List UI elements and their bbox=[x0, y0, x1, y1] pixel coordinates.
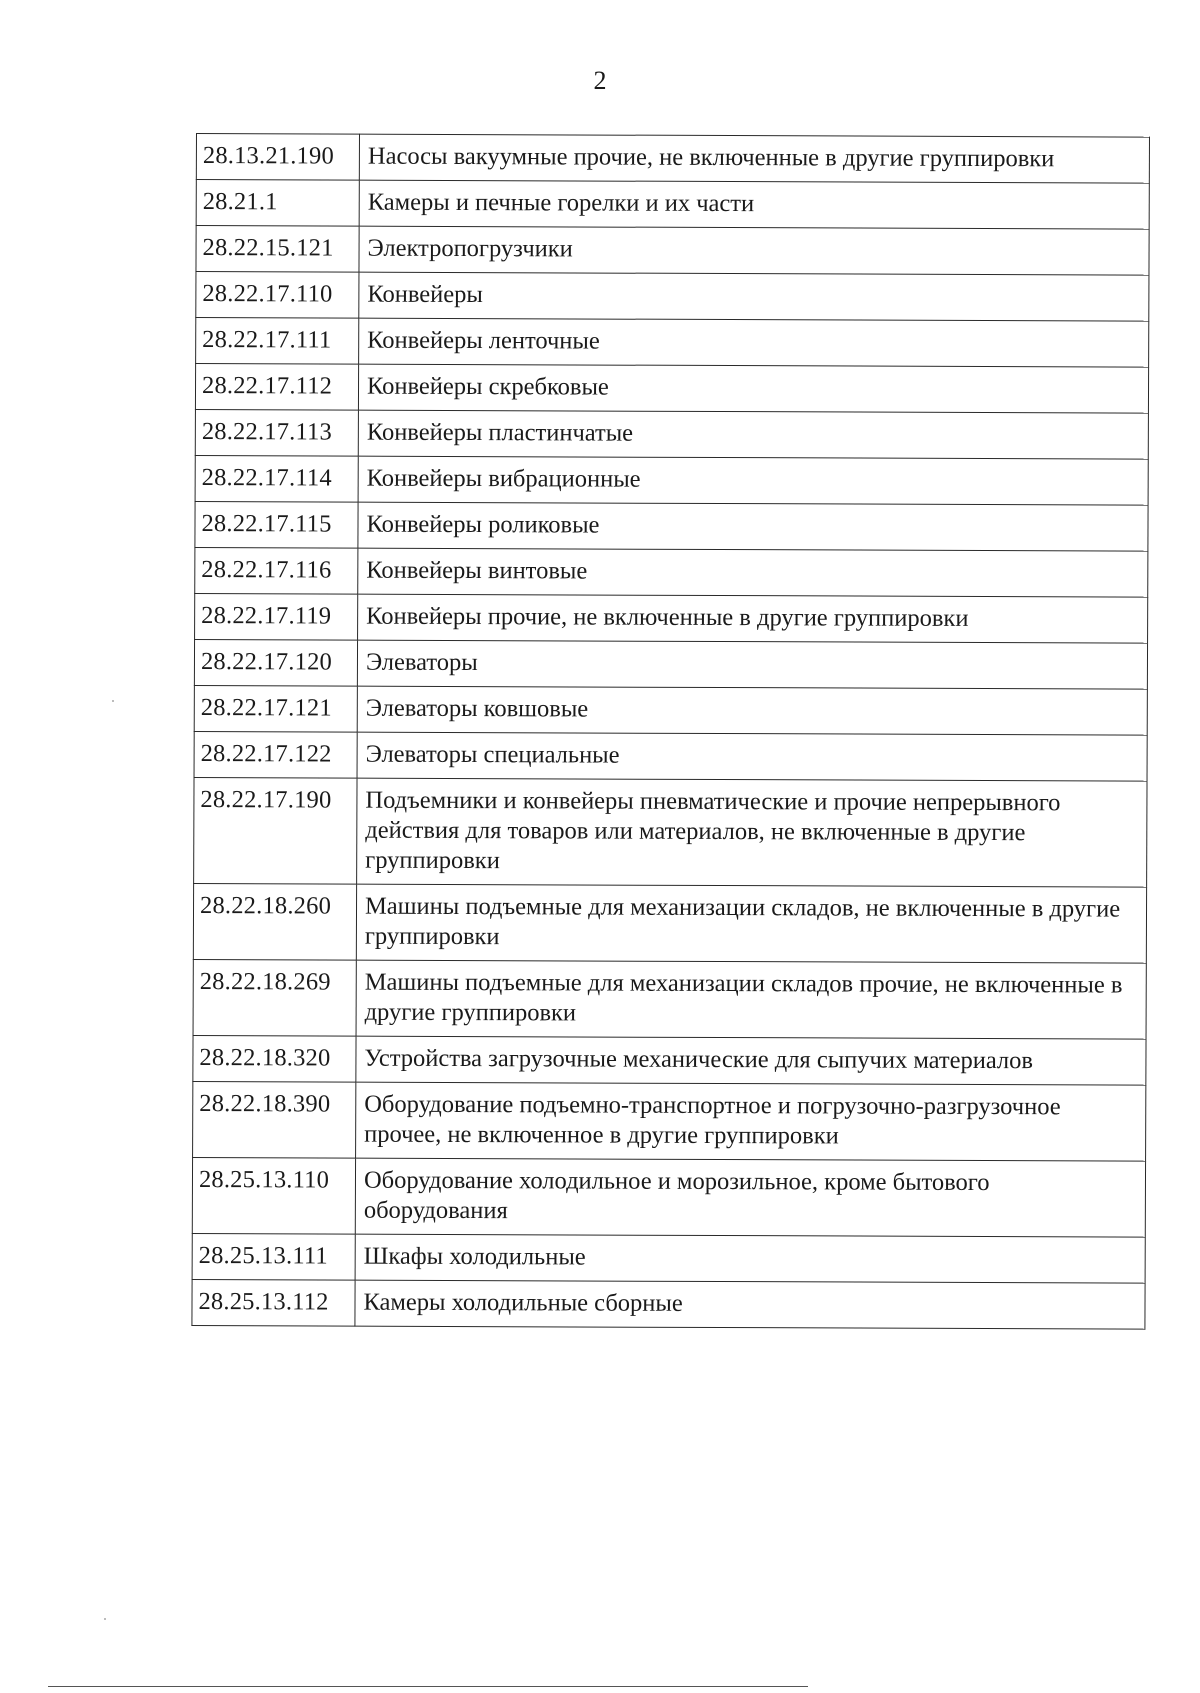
classification-table bbox=[191, 133, 1150, 1330]
row-code: 28.22.17.112 bbox=[195, 364, 358, 411]
table-row bbox=[194, 777, 1147, 887]
table-row bbox=[194, 731, 1147, 781]
row-code: 28.22.17.115 bbox=[195, 501, 358, 548]
row-code: 28.22.17.114 bbox=[195, 455, 358, 502]
table-row bbox=[195, 364, 1148, 414]
table-body bbox=[192, 134, 1150, 1330]
row-code: 28.22.17.111 bbox=[196, 318, 359, 365]
table-row bbox=[195, 409, 1148, 459]
table-row bbox=[196, 226, 1149, 276]
table-row bbox=[193, 959, 1146, 1039]
row-description: Устройства загрузочные механические для сыпучих материалов bbox=[356, 1036, 1146, 1085]
row-description: Машины подъемные для механизации складов прочие, не включенные в другие группировки bbox=[356, 960, 1146, 1039]
row-description: Машины подъемные для механизации складов, не включенные в другие группировки bbox=[356, 884, 1146, 963]
bottom-rule bbox=[48, 1686, 808, 1687]
row-description: Насосы вакуумные прочие, не включенные в другие группировки bbox=[359, 134, 1149, 183]
row-code: 28.25.13.111 bbox=[192, 1233, 355, 1280]
row-code: 28.21.1 bbox=[196, 180, 359, 227]
row-description: Конвейеры пластинчатые bbox=[358, 410, 1148, 459]
row-description: Камеры и печные горелки и их части bbox=[359, 180, 1149, 229]
row-code: 28.22.17.110 bbox=[196, 272, 359, 319]
table-row bbox=[194, 639, 1147, 689]
row-description: Электропогрузчики bbox=[359, 226, 1149, 275]
row-code: 28.22.17.116 bbox=[195, 547, 358, 594]
table-row bbox=[194, 685, 1147, 735]
row-description: Элеваторы ковшовые bbox=[357, 686, 1147, 735]
table-row bbox=[193, 883, 1146, 963]
table-row bbox=[192, 1279, 1145, 1329]
row-code: 28.25.13.110 bbox=[192, 1157, 355, 1234]
row-code: 28.22.17.122 bbox=[194, 731, 357, 778]
table-row bbox=[193, 1081, 1146, 1161]
scan-speck bbox=[112, 700, 114, 702]
table-row bbox=[193, 1035, 1146, 1085]
table-row bbox=[196, 180, 1149, 230]
page-number: 2 bbox=[593, 66, 607, 95]
row-code: 28.22.18.269 bbox=[193, 959, 356, 1036]
table-row bbox=[196, 134, 1149, 184]
row-description: Камеры холодильные сборные bbox=[355, 1280, 1145, 1329]
table-row bbox=[196, 272, 1149, 322]
row-description: Конвейеры ленточные bbox=[359, 318, 1149, 367]
table-row bbox=[192, 1233, 1145, 1283]
row-description: Элеваторы bbox=[357, 640, 1147, 689]
row-code: 28.22.18.390 bbox=[193, 1081, 356, 1158]
table-row bbox=[196, 318, 1149, 368]
row-code: 28.22.18.320 bbox=[193, 1035, 356, 1082]
row-code: 28.22.17.120 bbox=[194, 639, 357, 686]
row-code: 28.13.21.190 bbox=[196, 134, 359, 181]
table-row bbox=[195, 593, 1148, 643]
row-code: 28.22.17.119 bbox=[195, 593, 358, 640]
table-row bbox=[195, 455, 1148, 505]
row-description: Элеваторы специальные bbox=[357, 732, 1147, 781]
row-description: Конвейеры скребковые bbox=[358, 364, 1148, 413]
table-row bbox=[195, 547, 1148, 597]
row-description: Подъемники и конвейеры пневматические и прочие непрерывного действия для товаров или материалов, не включенные в другие группировки bbox=[357, 778, 1147, 887]
row-description: Конвейеры вибрационные bbox=[358, 456, 1148, 505]
row-description: Конвейеры винтовые bbox=[358, 548, 1148, 597]
table-row bbox=[195, 501, 1148, 551]
row-code: 28.22.18.260 bbox=[193, 883, 356, 960]
row-description: Оборудование подъемно-транспортное и погрузочно-разгрузочное прочее, не включенное в другие группировки bbox=[356, 1082, 1146, 1161]
row-code: 28.22.17.121 bbox=[194, 685, 357, 732]
row-description: Конвейеры bbox=[359, 272, 1149, 321]
row-code: 28.22.17.113 bbox=[195, 409, 358, 456]
row-description: Конвейеры прочие, не включенные в другие группировки bbox=[358, 594, 1148, 643]
row-description: Шкафы холодильные bbox=[355, 1234, 1145, 1283]
row-description: Оборудование холодильное и морозильное, кроме бытового оборудования bbox=[355, 1158, 1145, 1237]
row-code: 28.25.13.112 bbox=[192, 1279, 355, 1326]
row-description: Конвейеры роликовые bbox=[358, 502, 1148, 551]
row-code: 28.22.15.121 bbox=[196, 226, 359, 273]
row-code: 28.22.17.190 bbox=[194, 777, 357, 884]
table-row bbox=[192, 1157, 1145, 1237]
scan-speck bbox=[104, 1618, 106, 1620]
